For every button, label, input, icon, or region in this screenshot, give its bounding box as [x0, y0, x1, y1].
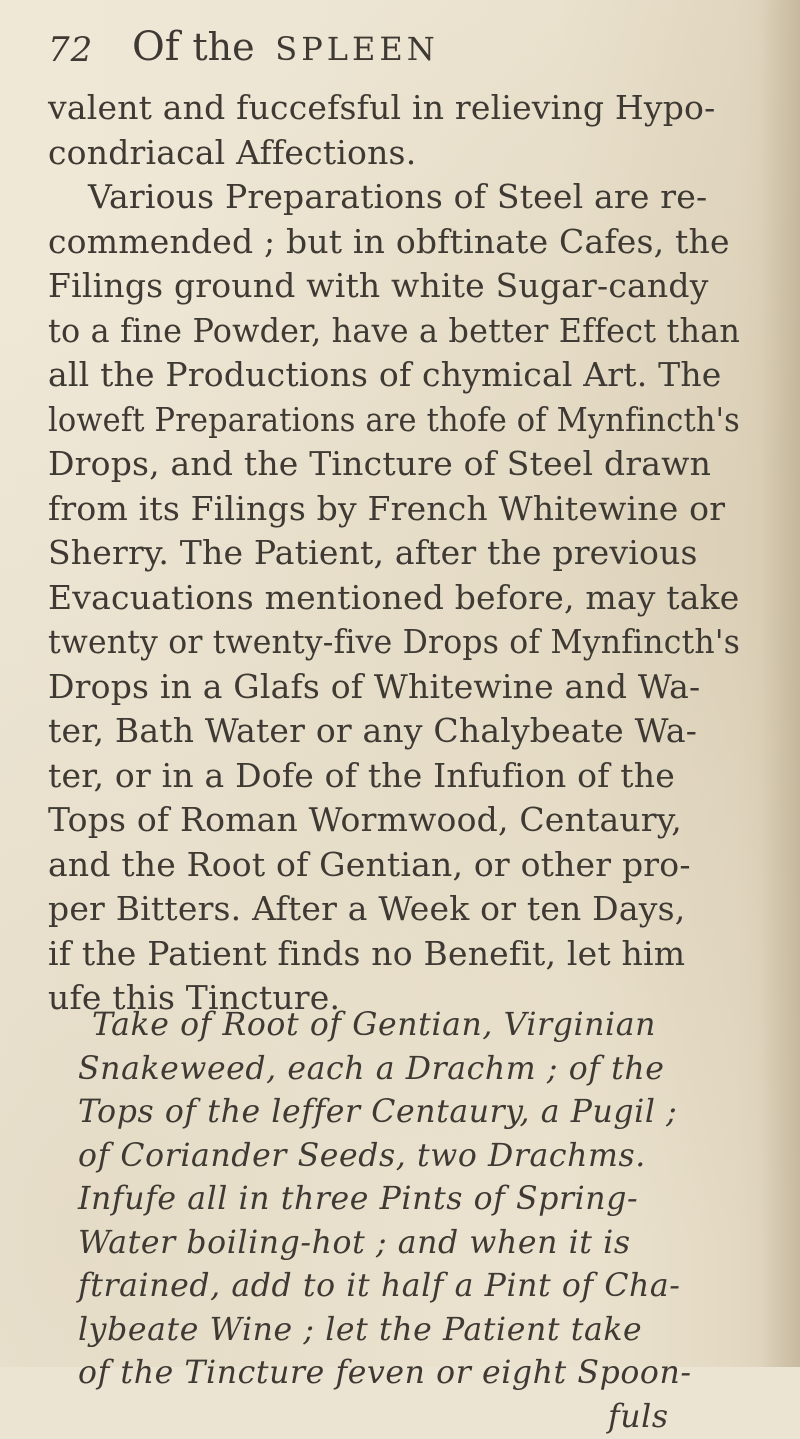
text-line: Sherry. The Patient, after the previous — [48, 531, 740, 576]
text-line: to a fine Powder, have a better Effect than — [48, 309, 740, 354]
page-header — [48, 24, 768, 84]
text-line: and the Root of Gentian, or other pro- — [48, 843, 740, 888]
text-line: Various Preparations of Steel are re- — [48, 175, 740, 220]
text-line: Drops in a Glafs of Whitewine and Wa- — [48, 665, 740, 710]
text-line: if the Patient finds no Benefit, let him — [48, 932, 740, 977]
recipe-line: ftrained, add to it half a Pint of Cha- — [48, 1265, 748, 1309]
recipe-line: Snakeweed, each a Drachm ; of the — [48, 1048, 748, 1092]
recipe-line: of Coriander Seeds, two Drachms. — [48, 1135, 748, 1179]
text-line: ufe this Tincture. — [48, 976, 740, 1021]
text-line: twenty or twenty-five Drops of Mynfincth's — [48, 620, 740, 665]
text-line: all the Productions of chymical Art. The — [48, 353, 740, 398]
running-head-title: SPLEEN — [275, 30, 438, 68]
text-line: ter, or in a Dofe of the Infufion of the — [48, 754, 740, 799]
recipe-line: of the Tincture feven or eight Spoon- — [48, 1352, 748, 1396]
recipe-line: lybeate Wine ; let the Patient take — [48, 1309, 748, 1353]
recipe-block — [48, 1004, 748, 1439]
text-line: from its Filings by French Whitewine or — [48, 487, 740, 532]
text-line: Tops of Roman Wormwood, Centaury, — [48, 798, 740, 843]
recipe-line: Tops of the leffer Centaury, a Pugil ; — [48, 1091, 748, 1135]
page-number: 72 — [48, 30, 93, 70]
text-line: Evacuations mentioned before, may take — [48, 576, 740, 621]
recipe-line: Take of Root of Gentian, Virginian — [48, 1004, 748, 1048]
text-line: condriacal Affections. — [48, 131, 740, 176]
text-line: loweft Preparations are thofe of Mynfincth's — [48, 398, 740, 443]
text-line: per Bitters. After a Week or ten Days, — [48, 887, 740, 932]
text-line: Drops, and the Tincture of Steel drawn — [48, 442, 740, 487]
page-edge-shadow — [760, 0, 800, 1367]
text-line: Filings ground with white Sugar-candy — [48, 264, 740, 309]
catchword: fuls — [48, 1396, 748, 1439]
running-head — [132, 24, 439, 70]
recipe-line: Infufe all in three Pints of Spring- — [48, 1178, 748, 1222]
recipe-line: Water boiling-hot ; and when it is — [48, 1222, 748, 1266]
running-head-prefix: Of — [132, 24, 180, 70]
body-paragraphs — [48, 86, 740, 1021]
text-line: ter, Bath Water or any Chalybeate Wa- — [48, 709, 740, 754]
running-head-article: the — [192, 25, 254, 69]
text-line: commended ; but in obftinate Cafes, the — [48, 220, 740, 265]
text-line: valent and fuccefsful in relieving Hypo- — [48, 86, 740, 131]
